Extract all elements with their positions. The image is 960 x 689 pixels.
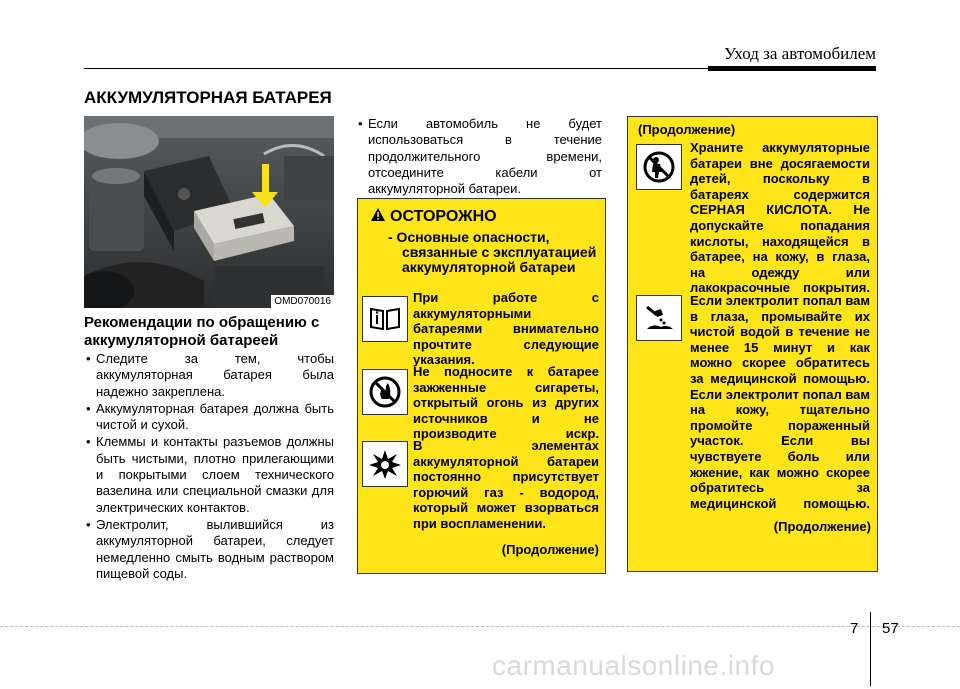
chapter-number: 7 [850, 620, 859, 637]
right-item-text: Храните аккумуляторные батареи вне досягаемости детей, поскольку в батареях содержится СЕРНАЯ КИСЛОТА. Не допускайте попадания кислоты, находящейся в батарее, на кожу, в глаза, на одежду или лакокрасочные покрытия. [690, 140, 870, 296]
continued-label: (Продолжение) [773, 519, 871, 534]
warning-box [357, 198, 606, 574]
book-icon [362, 296, 408, 342]
page-number-divider [870, 612, 871, 686]
running-header: Уход за автомобилем [724, 44, 876, 63]
warning-item-text: При работе с аккумуляторными батареями внимательно прочтите следующие указания. [413, 290, 599, 368]
list-item: • Если автомобиль не будет использоваться в течение продолжительного времени, отсоедините кабели от аккумуляторной батареи. [356, 116, 602, 197]
no-fire-icon [362, 369, 408, 415]
list-item: • Электролит, вылившийся из аккумуляторной батареи, следует немедленно смыть водным раствором пищевой соды. [84, 517, 334, 582]
continued-label: (Продолжение) [501, 542, 599, 557]
warning-subtitle-rest: связанные с эксплуатацией аккумуляторной батареи [402, 244, 597, 275]
recommendations-heading: Рекомендации по обращению с аккумуляторной батареей [84, 314, 320, 349]
continued-header: (Продолжение) [638, 122, 736, 137]
footer-rule [0, 626, 960, 628]
warning-title: ОСТОРОЖНО [390, 208, 497, 225]
photo-code: OMD070016 [271, 295, 334, 308]
right-item-text: Если электролит попал вам в глаза, промывайте их чистой водой в течение не менее 15 минут и как можно скорее обратитесь за медицинской помощью. Если электролит попал вам на кожу, тщательно промойте пораженный участок. Если вы чувствуете боль или жжение, как можно скорее обратитесь за медицинской помощью. [690, 293, 871, 511]
acid-burn-icon [636, 295, 682, 341]
warning-header [370, 207, 497, 226]
warning-continued-box [627, 116, 878, 572]
child-warning-icon [636, 144, 682, 190]
recommendations-list [84, 351, 334, 583]
warning-subtitle-line1: - Основные опасности, [388, 229, 550, 245]
engine-bay-photo [84, 116, 334, 308]
warning-item-text: Не подносите к батарее зажженные сигареты, открытый огонь из других источников и не производите искр. [413, 364, 599, 442]
engine-bay-illustration [84, 116, 334, 308]
header-rule [84, 68, 708, 69]
list-item: • Аккумуляторная батарея должна быть чистой и сухой. [84, 401, 334, 434]
list-item: • Клеммы и контакты разъемов должны быть чистыми, плотно прилегающими и покрытыми слоем технического вазелина или специальной смазки для электрических контактов. [84, 434, 334, 515]
warning-triangle-icon [370, 207, 386, 222]
page-number: 57 [882, 620, 899, 637]
warning-item-text: В элементах аккумуляторной батареи постоянно присутствует горючий газ - водород, который может взорваться при воспламенении. [413, 438, 599, 531]
storage-list [356, 116, 602, 197]
list-item: • Следите за тем, чтобы аккумуляторная батарея была надежно закреплена. [84, 351, 334, 400]
watermark: carmanualsonline.info [492, 650, 775, 681]
explosion-icon [362, 441, 408, 487]
header-rule-accent [708, 66, 876, 71]
section-title: АККУМУЛЯТОРНАЯ БАТАРЕЯ [84, 88, 332, 107]
